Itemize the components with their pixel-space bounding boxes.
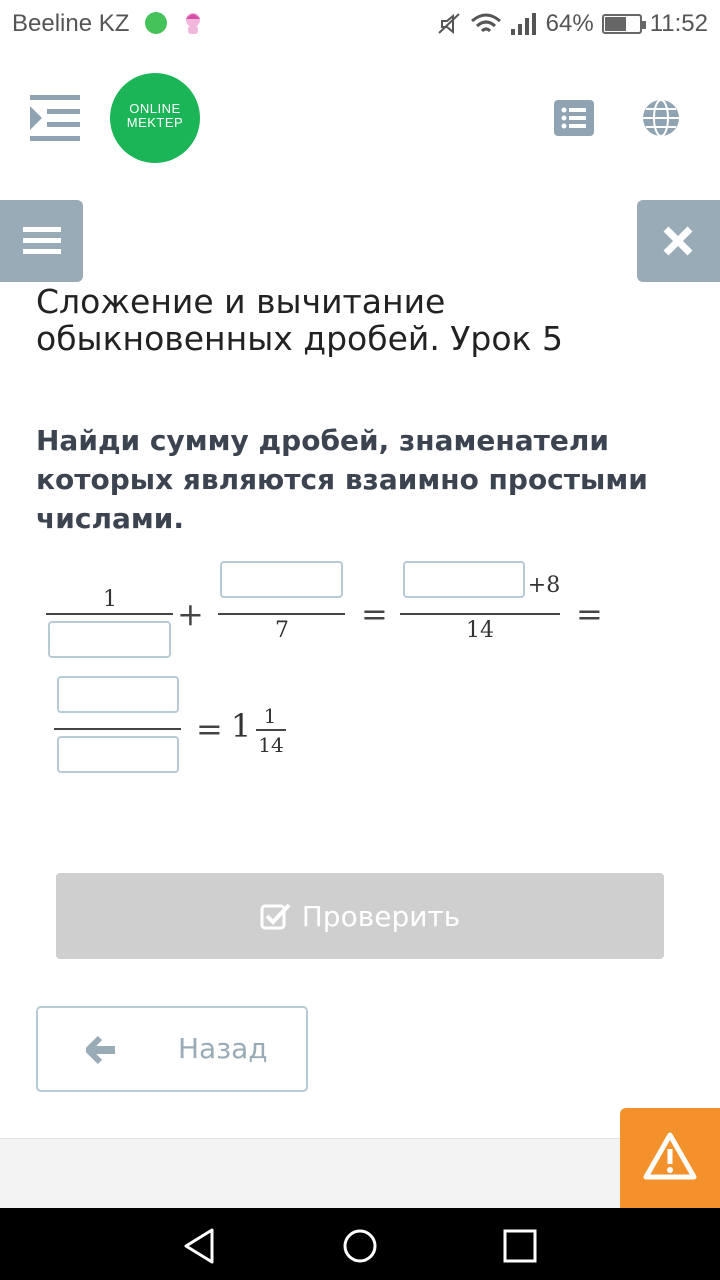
menu-indent-icon[interactable] (30, 95, 80, 141)
whatsapp-icon (145, 12, 167, 34)
arrow-left-icon (86, 1036, 116, 1064)
equation (0, 555, 720, 785)
equals-sign-1: = (361, 595, 388, 633)
close-icon (637, 200, 720, 282)
frac1-denominator-input[interactable] (48, 621, 171, 658)
result-whole: 1 (230, 707, 252, 745)
report-problem-button[interactable] (620, 1108, 720, 1208)
result-bar (256, 729, 286, 731)
side-menu-button[interactable] (0, 200, 83, 282)
globe-icon[interactable] (641, 98, 681, 138)
frac2-bar (218, 613, 345, 615)
frac4-bar (54, 728, 181, 730)
frac4-denominator-input[interactable] (57, 736, 179, 773)
equals-sign-3: = (196, 710, 223, 748)
check-button-label: Проверить (301, 899, 461, 933)
lesson-title: Сложение и вычитание обыкновенных дробей. Урок 5 (36, 282, 563, 358)
home-nav-icon[interactable] (340, 1226, 380, 1266)
check-button[interactable] (56, 873, 664, 959)
plus-sign: + (177, 595, 204, 633)
battery-percent: 64% (545, 10, 594, 37)
frac3-numerator-suffix: +8 (527, 573, 561, 598)
status-right (436, 10, 708, 38)
page-footer-area (0, 1138, 720, 1208)
question-text: Найди сумму дробей, знаменатели которых являются взаимно простыми числами. (36, 424, 648, 535)
list-icon[interactable] (554, 100, 594, 136)
result-denominator: 14 (258, 733, 284, 757)
logo-line2: MEKTEP (126, 115, 184, 130)
logo-line1: ONLINE (129, 101, 181, 116)
android-nav-bar (0, 1208, 720, 1280)
close-button[interactable] (637, 200, 720, 282)
frac1-bar (46, 613, 173, 615)
frac2-denominator: 7 (275, 618, 289, 643)
back-nav-icon[interactable] (180, 1226, 220, 1266)
frac3-denominator: 14 (466, 618, 494, 643)
battery-icon (602, 14, 642, 34)
result-numerator: 1 (263, 704, 277, 728)
frac1-numerator: 1 (103, 587, 117, 612)
app-header (0, 50, 720, 190)
frac2-numerator-input[interactable] (220, 561, 343, 598)
mute-icon (436, 11, 462, 37)
frac3-numerator-input[interactable] (403, 561, 525, 598)
equals-sign-2: = (576, 595, 603, 633)
back-button-label: Назад (178, 1032, 268, 1065)
frac4-numerator-input[interactable] (57, 676, 179, 713)
online-mektep-logo[interactable] (110, 73, 200, 163)
frac3-bar (400, 613, 560, 615)
clock: 11:52 (649, 10, 708, 37)
wifi-icon (470, 12, 502, 36)
recents-nav-icon[interactable] (500, 1226, 540, 1266)
checkbox-check-icon (260, 902, 292, 930)
back-button[interactable] (36, 1006, 308, 1092)
warning-icon (620, 1108, 720, 1208)
signal-icon (510, 12, 538, 36)
pony-icon (182, 11, 204, 35)
status-bar (0, 0, 720, 50)
hamburger-icon (0, 200, 83, 282)
carrier-name: Beeline KZ (12, 10, 130, 37)
